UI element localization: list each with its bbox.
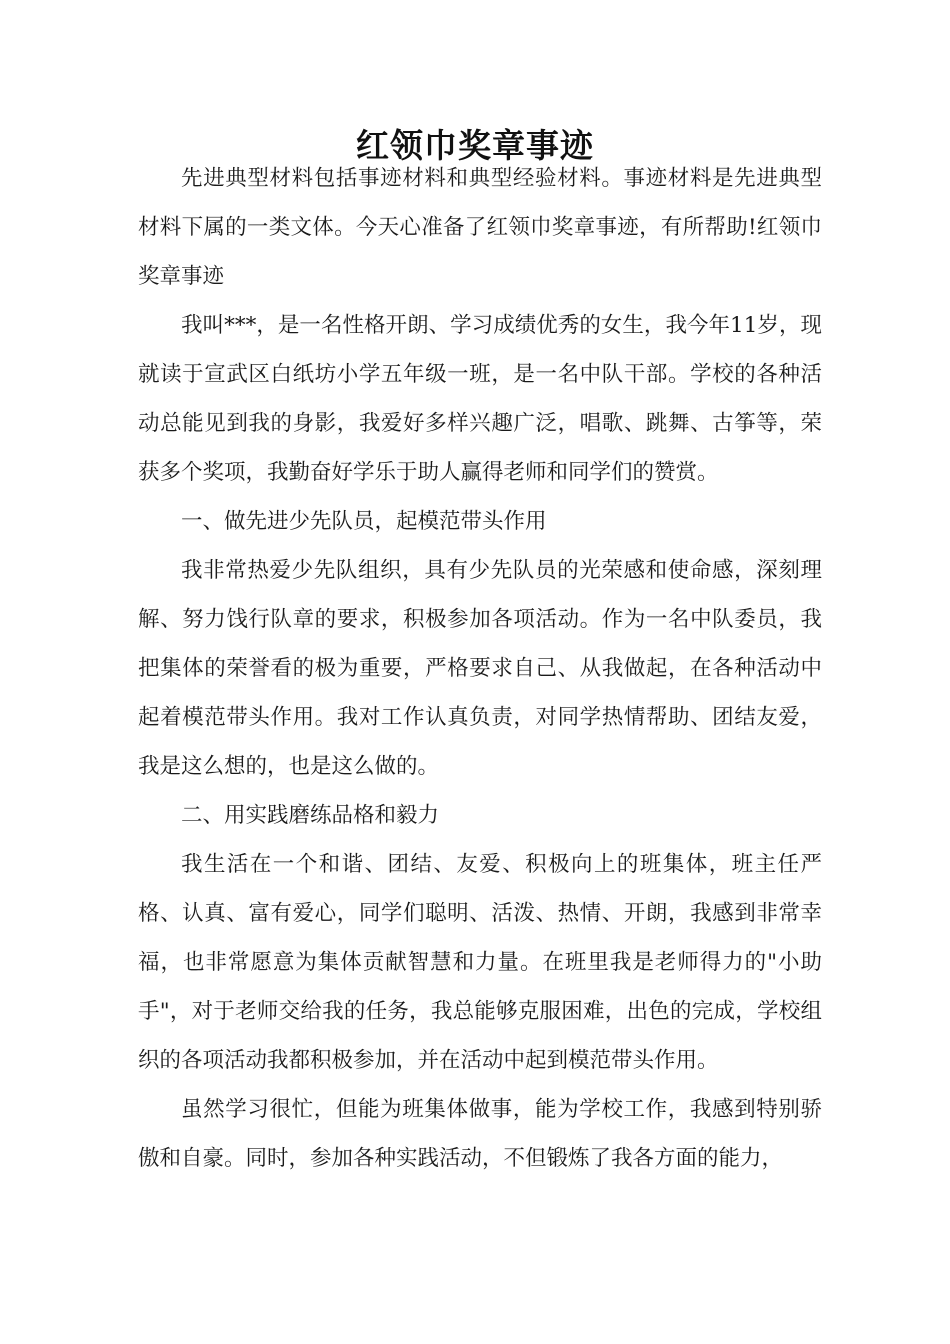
document-body (138, 154, 822, 1183)
page-title: 红领巾奖章事迹 (356, 126, 594, 166)
paragraph-section-1: 我非常热爱少先队组织，具有少先队员的光荣感和使命感，深刻理解、努力饯行队章的要求，积极参加各项活动。作为一名中队委员，我把集体的荣誉看的极为重要，严格要求自己、从我做起，在各种活动中起着模范带头作用。我对工作认真负责，对同学热情帮助、团结友爱，我是这么想的，也是这么做的。 (138, 558, 822, 779)
section-heading-2: 二、用实践磨练品格和毅力 (181, 803, 440, 828)
paragraph-section-2b: 虽然学习很忙，但能为班集体做事，能为学校工作，我感到特别骄傲和自豪。同时，参加各种实践活动，不但锻炼了我各方面的能力， (138, 1097, 822, 1171)
paragraph-section-2a: 我生活在一个和谐、团结、友爱、积极向上的班集体，班主任严格、认真、富有爱心，同学们聪明、活泼、热情、开朗，我感到非常幸福，也非常愿意为集体贡献智慧和力量。在班里我是老师得力的"小助手"，对于老师交给我的任务，我总能够克服困难，出色的完成，学校组织的各项活动我都积极参加，并在活动中起到模范带头作用。 (138, 852, 822, 1073)
section-heading-1: 一、做先进少先队员，起模范带头作用 (181, 509, 547, 534)
paragraph-intro: 先进典型材料包括事迹材料和典型经验材料。事迹材料是先进典型材料下属的一类文体。今天心准备了红领巾奖章事迹，有所帮助!红领巾奖章事迹 (138, 166, 822, 289)
paragraph-self-introduction: 我叫***，是一名性格开朗、学习成绩优秀的女生，我今年11岁，现就读于宣武区白纸坊小学五年级一班，是一名中队干部。学校的各种活动总能见到我的身影，我爱好多样兴趣广泛，唱歌、跳舞、古筝等，荣获多个奖项，我勤奋好学乐于助人赢得老师和同学们的赞赏。 (138, 313, 822, 485)
